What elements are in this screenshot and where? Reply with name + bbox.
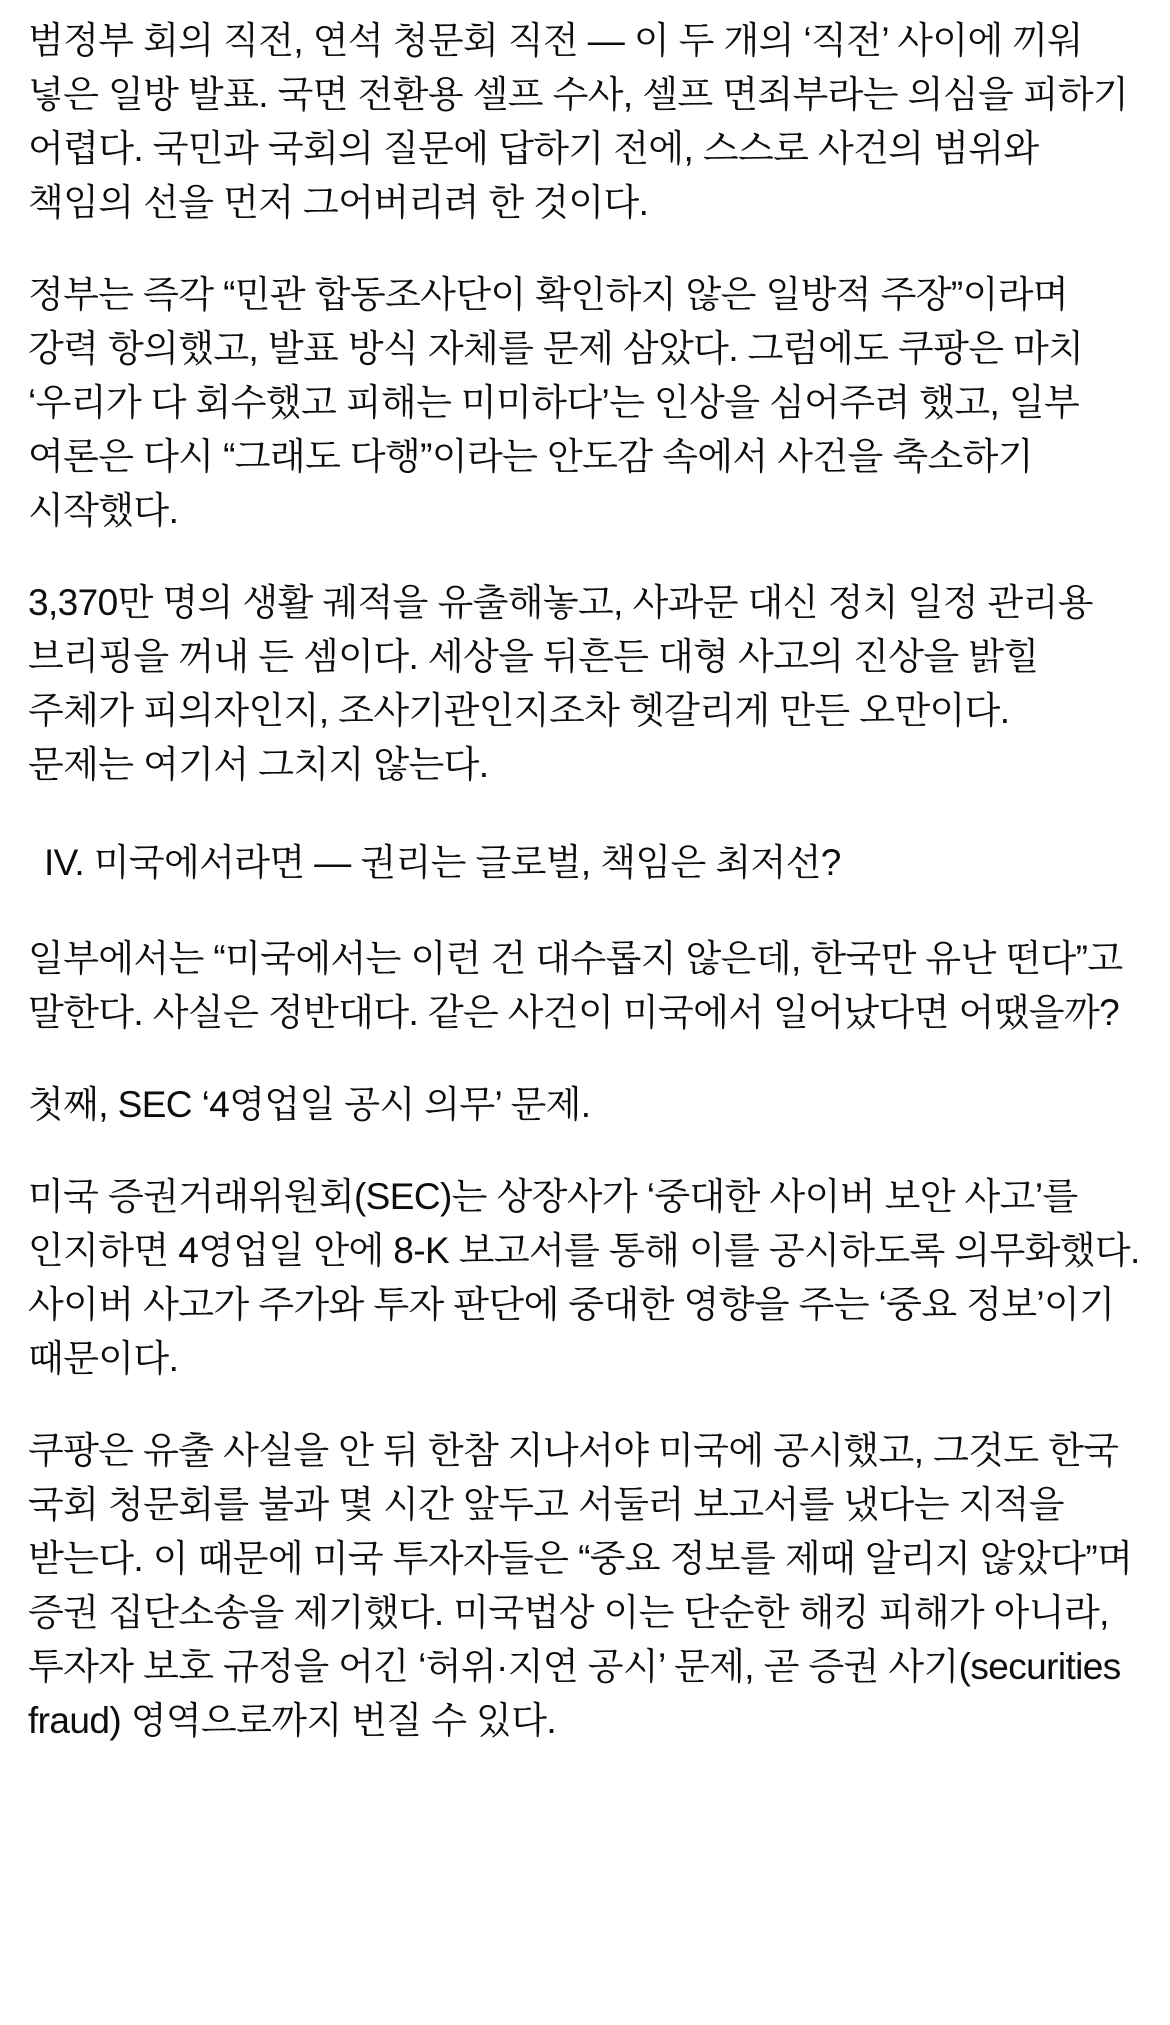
paragraph-4: 문제는 여기서 그치지 않는다. — [28, 744, 489, 786]
paragraph-5: 일부에서는 “미국에서는 이런 건 대수롭지 않은데, 한국만 유난 떤다”고 말한다. 사실은 정반대다. 같은 사건이 미국에서 일어났다면 어땠을까? — [28, 938, 1133, 1034]
paragraph-1: 범정부 회의 직전, 연석 청문회 직전 — 이 두 개의 ‘직전’ 사이에 끼워 넣은 일방 발표. 국면 전환용 셀프 수사, 셀프 면죄부라는 의심을 피하기 어렵다. 국민과 국회의 질문에 답하기 전에, 스스로 사건의 범위와 책임의 선을 먼저 그어버리려 한 것이다. — [28, 20, 1138, 224]
paragraph-8: 쿠팡은 유출 사실을 안 뒤 한참 지나서야 미국에 공시했고, 그것도 한국 국회 청문회를 불과 몇 시간 앞두고 서둘러 보고서를 냈다는 지적을 받는다. 이 때문에 미국 투자자들은 “중요 정보를 제때 알리지 않았다”며 증권 집단소송을 제기했다. 미국법상 이는 단순한 해킹 피해가 아니라, 투자자 보호 규정을 어긴 ‘허위·지연 공시’ 문제, 곧 증권 사기(securities fraud) 영역으로까지 번질 수 있다. — [28, 1430, 1142, 1742]
paragraph-3: 3,370만 명의 생활 궤적을 유출해놓고, 사과문 대신 정치 일정 관리용 브리핑을 꺼내 든 셈이다. 세상을 뒤흔든 대형 사고의 진상을 밝힐 주체가 피의자인지, 조사기관인지조차 헷갈리게 만든 오만이다. — [28, 582, 1103, 732]
paragraph-2: 정부는 즉각 “민관 합동조사단이 확인하지 않은 일방적 주장”이라며 강력 항의했고, 발표 방식 자체를 문제 삼았다. 그럼에도 쿠팡은 마치 ‘우리가 다 회수했고 피해는 미미하다’는 인상을 심어주려 했고, 일부 여론은 다시 “그래도 다행”이라는 안도감 속에서 사건을 축소하기 시작했다. — [28, 274, 1093, 532]
paragraph-6: 첫째, SEC ‘4영업일 공시 의무’ 문제. — [28, 1084, 591, 1126]
paragraph-7: 미국 증권거래위원회(SEC)는 상장사가 ‘중대한 사이버 보안 사고’를 인지하면 4영업일 안에 8-K 보고서를 통해 이를 공시하도록 의무화했다. 사이버 사고가 주가와 투자 판단에 중대한 영향을 주는 ‘중요 정보’이기 때문이다. — [28, 1176, 1150, 1380]
section-heading-4: IV. 미국에서라면 — 권리는 글로벌, 책임은 최저선? — [44, 842, 841, 884]
